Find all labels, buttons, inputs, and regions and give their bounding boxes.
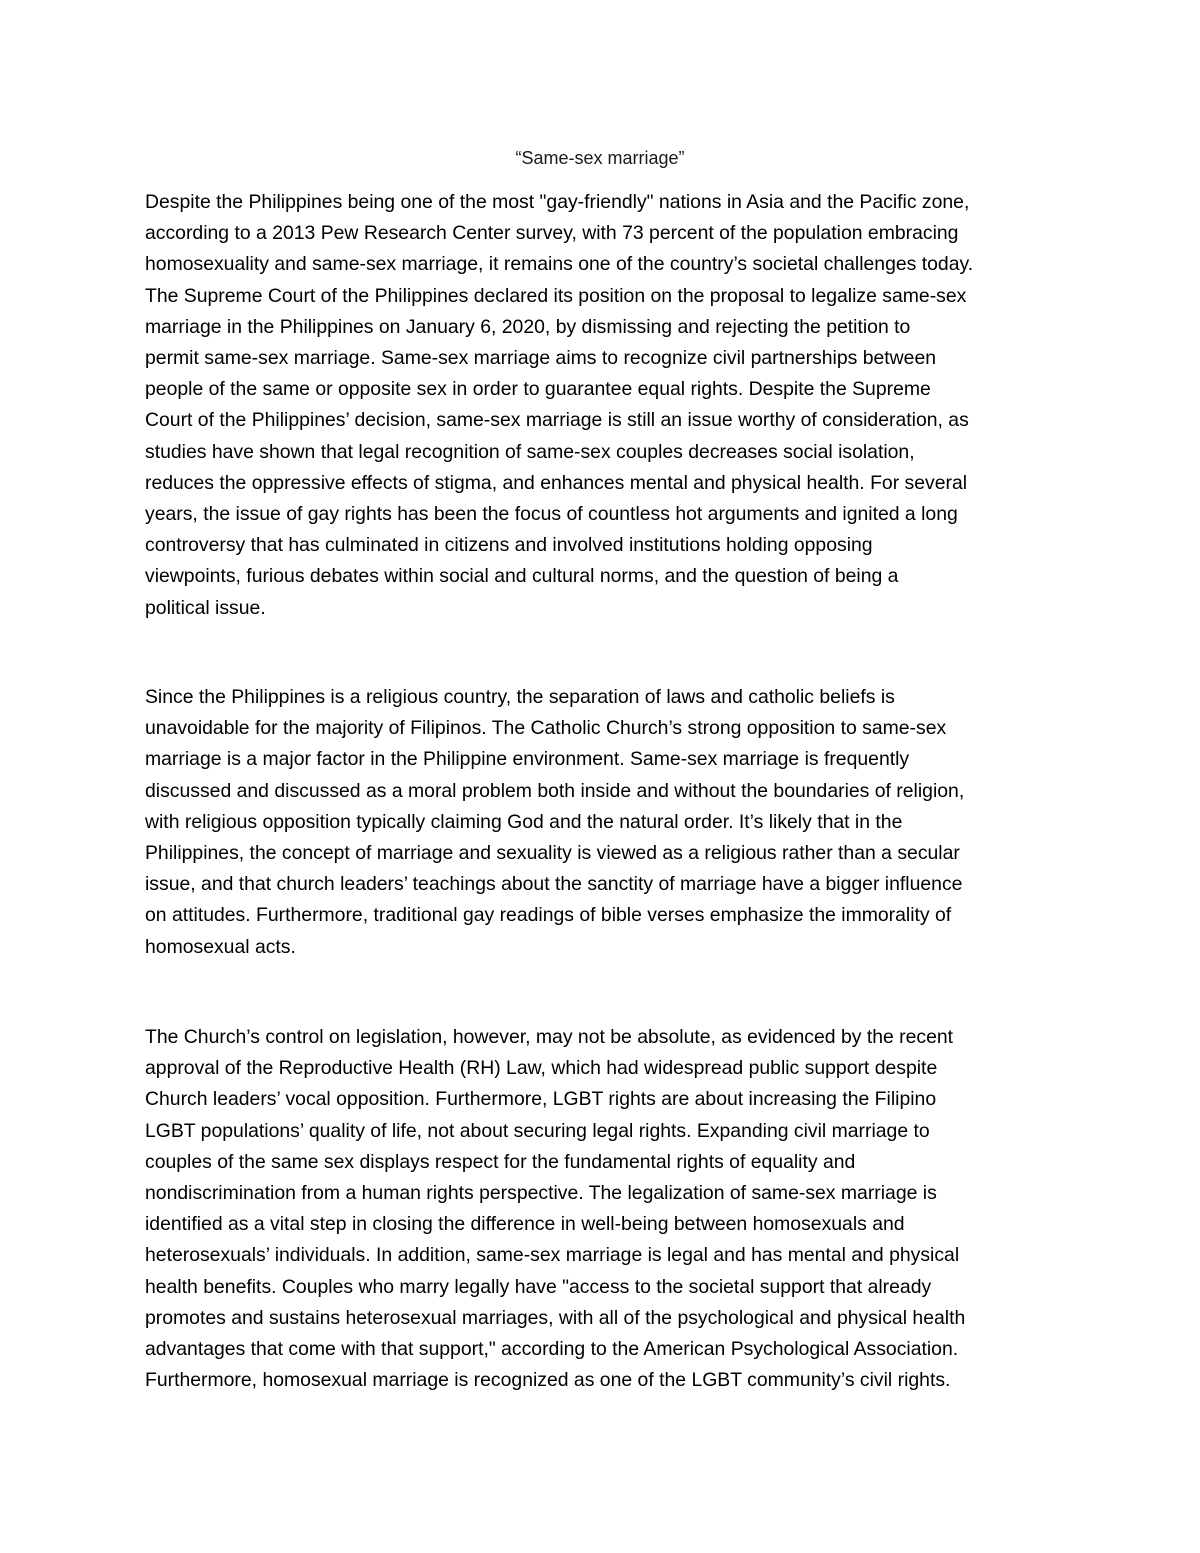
paragraph-3: The Church’s control on legislation, however, may not be absolute, as evidenced by the recent approval of the Reproductive Health (RH) Law, which had widespread public support despite Church leaders’ vocal opposition. Furthermore, LGBT rights are about increasing the Filipino LGBT populations’ quality of life, not about securing legal rights. Expanding civil marriage to couples of the same sex displays respect for the fundamental rights of equality and nondiscrimination from a human rights perspective. The legalization of same-sex marriage is identified as a vital step in closing the difference in well-being between homosexuals and heterosexuals’ individuals. In addition, same-sex marriage is legal and has mental and physical health benefits. Couples who marry legally have "access to the societal support that already promotes and sustains heterosexual marriages, with all of the psychological and physical health advantages that come with that support," according to the American Psychological Association. Furthermore, homosexual marriage is recognized as one of the LGBT community’s civil rights.: [145, 1026, 966, 1392]
paragraph-2: Since the Philippines is a religious country, the separation of laws and catholic beliefs is unavoidable for the majority of Filipinos. The Catholic Church’s strong opposition to same-sex marriage is a major factor in the Philippine environment. Same-sex marriage is frequently discussed and discussed as a moral problem both inside and without the boundaries of religion, with religious opposition typically claiming God and the natural order. It’s likely that in the Philippines, the concept of marriage and sexuality is viewed as a religious rather than a secular issue, and that church leaders’ teachings about the sanctity of marriage have a bigger influence on attitudes. Furthermore, traditional gay readings of bible verses emphasize the immorality of homosexual acts.: [145, 686, 965, 958]
document-title: “Same-sex marriage”: [515, 148, 685, 168]
paragraph-1-block: [145, 187, 1055, 624]
paragraph-2-block: [145, 682, 1055, 963]
paragraph-3-block: [145, 1022, 1055, 1396]
paragraph-1: Despite the Philippines being one of the most "gay-friendly" nations in Asia and the Pacific zone, according to a 2013 Pew Research Center survey, with 73 percent of the population embracing homosexuality and same-sex marriage, it remains one of the country’s societal challenges today. The Supreme Court of the Philippines declared its position on the proposal to legalize same-sex marriage in the Philippines on January 6, 2020, by dismissing and rejecting the petition to permit same-sex marriage. Same-sex marriage aims to recognize civil partnerships between people of the same or opposite sex in order to guarantee equal rights. Despite the Supreme Court of the Philippines’ decision, same-sex marriage is still an issue worthy of consideration, as studies have shown that legal recognition of same-sex couples decreases social isolation, reduces the oppressive effects of stigma, and enhances mental and physical health. For several years, the issue of gay rights has been the focus of countless hot arguments and ignited a long controversy that has culminated in citizens and involved institutions holding opposing viewpoints, furious debates within social and cultural norms, and the question of being a political issue.: [145, 191, 974, 619]
